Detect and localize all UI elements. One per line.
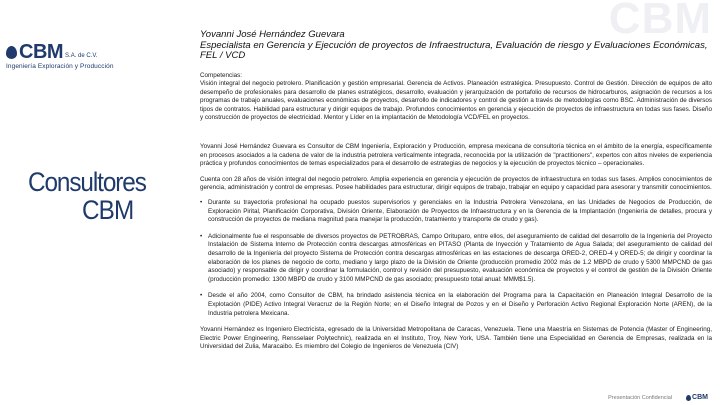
logo-suffix: S.A. de C.V.: [65, 53, 98, 59]
bullet-icon: •: [200, 292, 203, 300]
bio-paragraph-1: Yovanni José Hernández Guevara es Consultor de CBM Ingeniería, Exploración y Producción, empresa mexicana de consultoría técnica en el ámbito de la energía, específicamente en procesos asociados a la cadena de valor de la industria petrolera verticalmente integrada, reconocida por la utilización de "practitioners", expertos con altos niveles de experiencia práctica y profundos conocimientos de temas especializados para el desarrollo de estrategias de negocios y la ejecución de proyectos técnico – operacionales.: [200, 143, 712, 168]
logo-tagline: Ingeniería Exploración y Producción: [6, 63, 114, 70]
brand-line-2: CBM: [82, 195, 134, 225]
footer: [608, 394, 708, 401]
list-item-text: Adicionalmente fue el responsable de diversos proyectos de PETROBRAS, Campo Orituparo, entre ellos, del aseguramiento de calidad del desarrollo de la Ingeniería del Proyecto Instalación de Sistema Interno de Protección contra descargas atmosféricas en PITASO (Planta de Inyección y Tratamiento de Agua Salada; del aseguramiento de calidad del desarrollo de la Ingeniería del proyecto Sistema de Protección contra descargas atmosféricas en las estaciones de descarga ORED-2, ORED-4 y ORED-5; de dirigir y coordinar la elaboración de los planes de negocio de corto, mediano y largo plazo de la División de Oriente (producción promedio 2002 más de 1.2 MBPD de crudo y 5300 MMPCND de gas asociado) y responsable de dirigir y coordinar la formulación, control y revisión del presupuesto, evaluación económica de proyectos y el control de gestión de la División Oriente (producción promedio: 1300 MBPD de crudo y 3100 MMPCND de gas asociado; presupuesto total anual: MMM$1.5).: [208, 232, 712, 283]
brand-line-1: Consultores: [28, 167, 146, 197]
oil-drop-icon: [6, 46, 17, 59]
list-item-text: Durante su trayectoria profesional ha ocupado puestos supervisorios y gerenciales en la Industria Petrolera Venezolana, en las Unidades de Negocios de Producción, de Exploración Pirital, Planificación Corporativa, División Oriente, Elaboración de Proyectos de Infraestructura y en la Gerencia de la Implantación (Ingeniería de detalles, procura y construcción de proyectos de mediana magnitud para manejar la producción, tratamiento y transporte de crudo y gas).: [208, 199, 712, 224]
competencies-text: Visión integral del negocio petrolero. Planificación y gestión empresarial. Gerencia de Activos. Planeación estratégica. Presupuesto. Control de Gestión. Dirección de equipos de alto desempeño de profesionales para desarrollo de planes estratégicos, desarrollo, evaluación y jerarquización de portafolio de recursos de hidrocarburos, asignación de recursos a los programas de trabajo anuales, evaluaciones económicas de proyectos, desarrollo de indicadores y control de gestión a través de metodologías como BSC. Administración de diversos tipos de contratos. Habilidad para estructurar y dirigir equipos de trabajo. Profundos conocimientos en gerencia y ejecución de proyectos de infraestructura en todas sus fases. Diseño y construcción de proyectos de electricidad. Mentor y Líder en la implantación de Metodología VCD/FEL en proyectos.: [200, 80, 712, 122]
footer-confidential: Presentación Confidencial: [608, 394, 673, 401]
bio-paragraph-3: Yovanni Hernández es Ingeniero Electricista, egresado de la Universidad Metropolitana de Caracas, Venezuela. Tiene una Maestría en Sistemas de Potencia (Master of Engineering, Electric Power Engineering, Rensselaer Polytechnic), realizada en el Instituto, Troy, New York, USA. También tiene una Especialidad en Gerencia de Empresas, realizada en la Universidad del Zulia, Maracaibo. Es miembro del Colegio de Ingenieros de Venezuela (CIV): [200, 326, 712, 351]
logo-name: CBM: [19, 41, 64, 63]
oil-drop-icon: [686, 395, 691, 401]
profile-role: Especialista en Gerencia y Ejecución de proyectos de Infraestructura, Evaluación de riesgo y Evaluaciones Económicas, FEL / VCD: [200, 39, 708, 61]
bullet-icon: •: [200, 199, 203, 207]
competencies-label: Competencias:: [200, 71, 242, 79]
experience-list: [200, 199, 712, 318]
competencies-block: [200, 72, 712, 124]
bio-paragraph-2: Cuenta con 28 años de visión integral del negocio petrolero. Amplia experiencia en gerencia y ejecución de proyectos de infraestructura en todas sus fases. Amplios conocimientos de gerencia, administración y control de empresas. Posee habilidades para estructurar, dirigir equipos de trabajo, trabajar en equipo y capacidad para asesorar y transmitir conocimientos.: [200, 175, 712, 192]
watermark-text: CBM: [608, 0, 712, 43]
company-logo: [6, 42, 176, 70]
footer-logo: [686, 394, 708, 401]
bullet-icon: •: [200, 232, 203, 240]
list-item: [200, 233, 712, 285]
profile-name: Yovanni José Hernández Guevara: [200, 29, 345, 40]
footer-logo-text: CBM: [692, 394, 708, 401]
list-item: [200, 292, 712, 318]
profile-content: [200, 30, 712, 352]
list-item: [200, 199, 712, 225]
brand-title: [28, 168, 159, 224]
list-item-text: Desde el año 2004, como Consultor de CBM, ha brindado asistencia técnica en la elaboración del Programa para la Capacitación en Planeación Integral Desarrollo de la Explotación (PIDE) Activo Integral Veracruz de la Región Norte; en el Diseño Integral de Pozos y en el Diseño y Perforación Activo Regional Exploración Norte (AREN), de la Industria petrolera Mexicana.: [208, 292, 712, 317]
